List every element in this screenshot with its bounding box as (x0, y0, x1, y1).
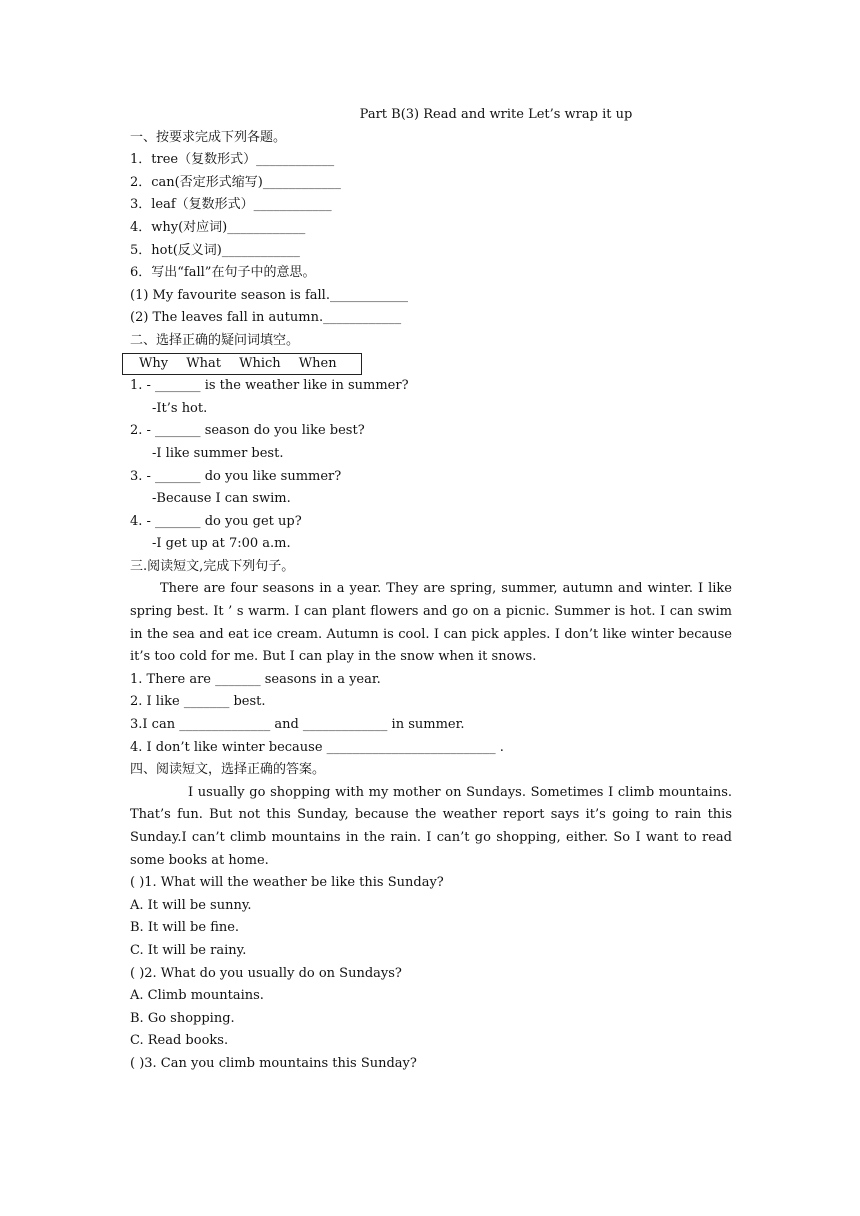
wordbank-word: When (298, 355, 337, 371)
section3-heading: 三.阅读短文,完成下列句子。 (130, 558, 295, 574)
wordbank-box (122, 353, 362, 375)
section1-item: 5．hot(反义词)____________ (130, 242, 300, 258)
answer-option: A. Climb mountains. (130, 988, 264, 1004)
section4-question: ( )3. Can you climb mountains this Sunday? (130, 1055, 417, 1071)
section1-item: 3．leaf（复数形式）____________ (130, 197, 332, 213)
section2-answer: -I like summer best. (152, 445, 284, 461)
section3-item: 1. There are _______ seasons in a year. (130, 671, 381, 687)
section3-item: 3.I can ______________ and _____________ in summer. (130, 717, 465, 733)
section4-passage: I usually go shopping with my mother on Sundays. Sometimes I climb mountains. That’s fun. But not this Sunday, because the weather report says it’s going to rain this Sunday.I can’t climb mountains in the rain. I can’t go shopping, either. So I want to read some books at home. (130, 784, 732, 868)
section1-item: 6．写出“fall”在句子中的意思。 (130, 265, 316, 281)
section2-answer: -I get up at 7:00 a.m. (152, 536, 291, 552)
section1-heading: 一、按要求完成下列各题。 (130, 129, 287, 145)
section4-heading: 四、阅读短文，选择正确的答案。 (130, 762, 326, 778)
section1-item: (2) The leaves fall in autumn.____________ (130, 310, 402, 326)
wordbank-word: Why (139, 355, 169, 371)
answer-option: B. Go shopping. (130, 1010, 235, 1026)
section2-heading: 二、选择正确的疑问词填空。 (130, 332, 300, 348)
worksheet-page (130, 104, 732, 1076)
section1-item: 4．why(对应词)____________ (130, 219, 306, 235)
section3-item: 2. I like _______ best. (130, 694, 266, 710)
section2-question: 4. - _______ do you get up? (130, 513, 302, 529)
wordbank-word: What (186, 355, 221, 371)
wordbank-word: Which (239, 355, 281, 371)
wordbank-row (130, 353, 732, 376)
section1-item: (1) My favourite season is fall.____________ (130, 287, 408, 303)
answer-option: C. It will be rainy. (130, 942, 247, 958)
section2-question: 3. - _______ do you like summer? (130, 468, 342, 484)
section2-question: 1. - _______ is the weather like in summer? (130, 378, 409, 394)
section1-item: 2．can(否定形式缩写)____________ (130, 174, 341, 190)
section2-question: 2. - _______ season do you like best? (130, 423, 365, 439)
answer-option: C. Read books. (130, 1033, 229, 1049)
section3-item: 4. I don’t like winter because __________________________ . (130, 739, 504, 755)
section3-passage: There are four seasons in a year. They are spring, summer, autumn and winter. I like spring best. It ’ s warm. I can plant flowers and go on a picnic. Summer is hot. I can swim in the sea and eat ice cream. Autumn is cool. I can pick apples. I don’t like winter because it’s too cold for me. But I can play in the snow when it snows. (130, 581, 732, 665)
section2-answer: -It’s hot. (152, 400, 208, 416)
section2-answer: -Because I can swim. (152, 491, 291, 507)
section1-item: 1．tree（复数形式）____________ (130, 152, 335, 168)
section4-question: ( )2. What do you usually do on Sundays? (130, 965, 402, 981)
answer-option: A. It will be sunny. (130, 897, 252, 913)
answer-option: B. It will be fine. (130, 920, 240, 936)
section4-question: ( )1. What will the weather be like this Sunday? (130, 875, 444, 891)
page-title: Part B(3) Read and write Let’s wrap it up (359, 107, 633, 122)
